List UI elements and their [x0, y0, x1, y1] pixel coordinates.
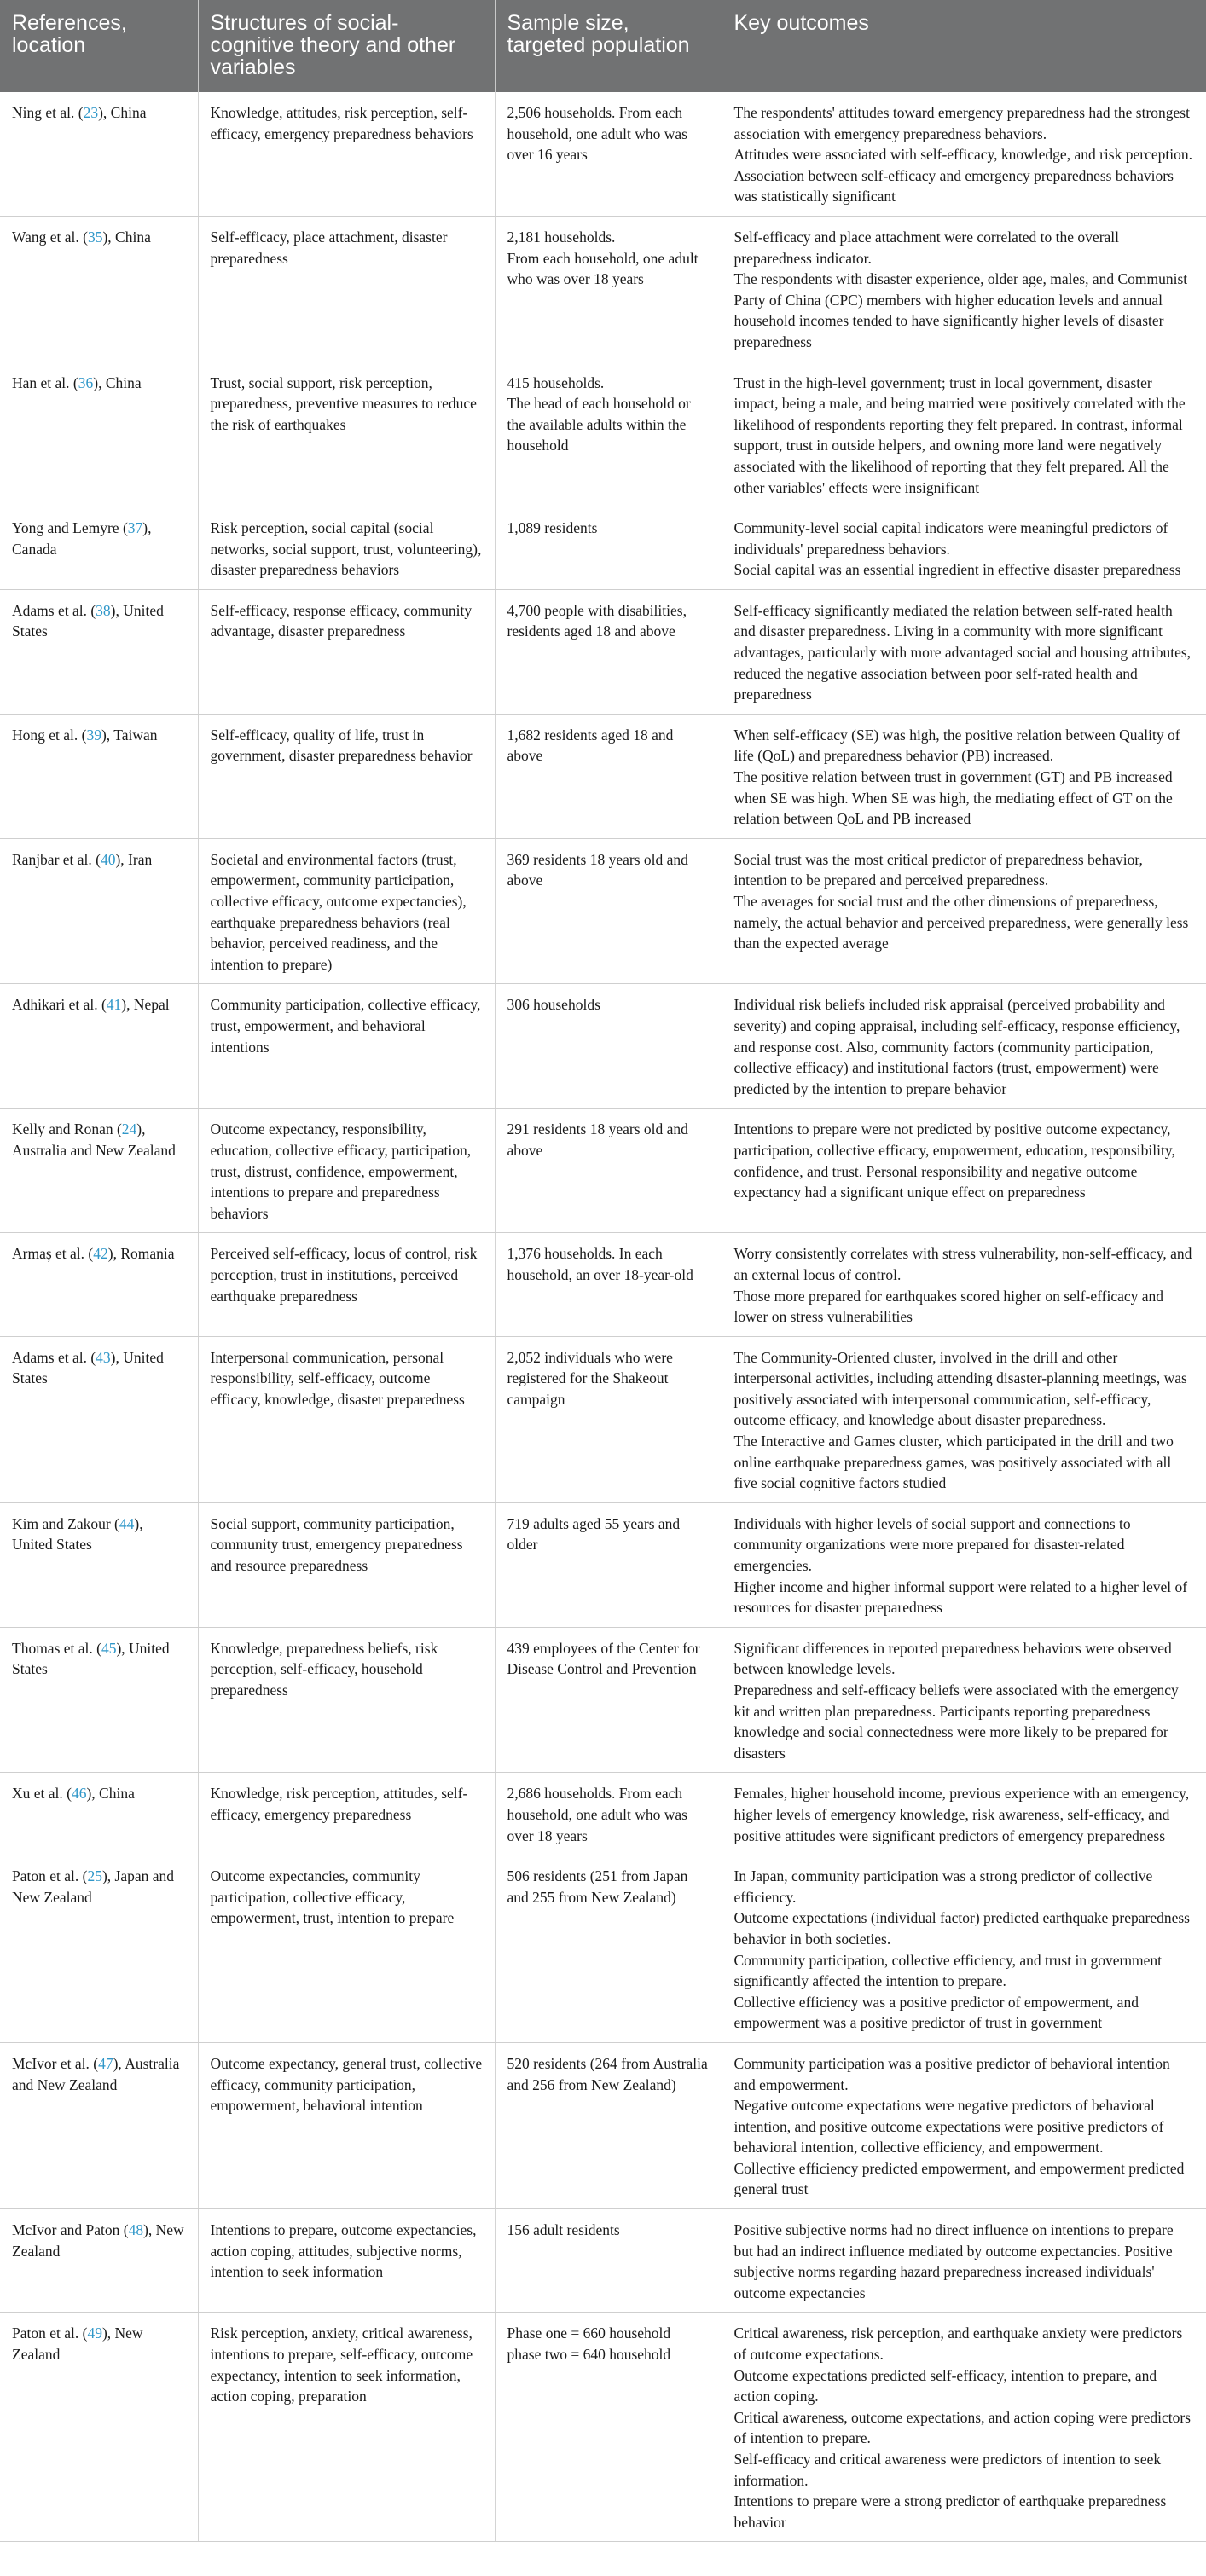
reference-author: Yong and Lemyre (	[12, 519, 128, 537]
table-row	[0, 2209, 1206, 2313]
outcome-paragraph: Negative outcome expectations were negative predictors of behavioral intention, and positive outcome expectations were positive predictors of behavioral intention, collective efficiency, and empowerment.	[733, 2097, 1164, 2156]
outcomes-cell	[722, 362, 1206, 507]
reference-location: ), United States	[12, 601, 164, 640]
table-row	[0, 1855, 1206, 2043]
reference-author: Adams et al. (	[12, 601, 96, 619]
table-row	[0, 1336, 1206, 1502]
reference-location: ), Taiwan	[101, 726, 158, 744]
reference-cell	[0, 362, 198, 507]
reference-cell	[0, 589, 198, 714]
reference-cell	[0, 1773, 198, 1855]
reference-author: Armaș et al. (	[12, 1245, 94, 1263]
reference-cell	[0, 984, 198, 1109]
citation-link[interactable]: 36	[78, 373, 94, 391]
sample-line: 506 residents (251 from Japan and 255 from New Zealand)	[507, 1867, 688, 1906]
sample-line: 439 employees of the Center for Disease Control and Prevention	[507, 1639, 700, 1678]
sample-line: 291 residents 18 years old and above	[507, 1120, 688, 1159]
table-row	[0, 1627, 1206, 1773]
sample-cell	[495, 2313, 722, 2542]
sample-cell	[495, 589, 722, 714]
outcome-paragraph: Community participation, collective efficiency, and trust in government significantly affected the intention to prepare.	[733, 1951, 1163, 1990]
outcomes-cell	[722, 2313, 1206, 2542]
citation-link[interactable]: 25	[87, 1867, 102, 1885]
outcome-paragraph: Social capital was an essential ingredient in effective disaster preparedness	[733, 561, 1181, 579]
outcome-paragraph: Critical awareness, outcome expectations, and action coping were predictors of intention to prepare.	[733, 2408, 1191, 2447]
structures-cell: Outcome expectancies, community participation, collective efficacy, empowerment, trust, intention to prepare	[198, 1855, 495, 2043]
table-body	[0, 92, 1206, 2542]
reference-author: Adams et al. (	[12, 1348, 96, 1366]
structures-cell: Knowledge, preparedness beliefs, risk perception, self-efficacy, household preparedness	[198, 1627, 495, 1773]
sample-line: The head of each household or the available adults within the household	[507, 395, 691, 454]
outcome-paragraph: Positive subjective norms had no direct influence on intentions to prepare but had an indirect influence mediated by outcome expectancies. Positive subjective norms regarding hazard preparedness increased individuals' outcome expectancies	[733, 2221, 1174, 2301]
structures-cell: Outcome expectancy, responsibility, education, collective efficacy, participation, trust, distrust, confidence, empowerment, intentions to prepare and preparedness behaviors	[198, 1109, 495, 1233]
outcome-paragraph: Preparedness and self-efficacy beliefs were associated with the emergency kit and written plan preparedness. Participants reporting preparedness knowledge and social connectedness were more likely to be prepared for disasters	[733, 1682, 1179, 1762]
citation-link[interactable]: 24	[121, 1120, 137, 1138]
table-row	[0, 984, 1206, 1109]
structures-cell: Community participation, collective efficacy, trust, empowerment, and behavioral intentions	[198, 984, 495, 1109]
reference-cell	[0, 838, 198, 984]
sample-cell	[495, 984, 722, 1109]
citation-link[interactable]: 44	[119, 1514, 135, 1532]
sample-line: 1,376 households. In each household, an over 18-year-old	[507, 1245, 693, 1283]
outcome-paragraph: Trust in the high-level government; trust in local government, disaster impact, being a male, and being married were positively correlated with the likelihood of respondents reporting they felt prepared. In contrast, informal support, trust in outside helpers, and owning more land were negatively associated with the likelihood of reporting that they felt prepared. All the other variables' effects were insignificant	[733, 373, 1186, 496]
sample-line: 520 residents (264 from Australia and 256 from New Zealand)	[507, 2054, 708, 2093]
table-row	[0, 838, 1206, 984]
outcome-paragraph: Collective efficiency was a positive predictor of empowerment, and empowerment was a positive predictor of trust in government	[733, 1993, 1139, 2032]
outcome-paragraph: The Community-Oriented cluster, involved in the drill and other interpersonal activities, including attending disaster-planning meetings, was positively associated with interpersonal communication, self-efficacy, outcome efficacy, and knowledge about disaster preparedness.	[733, 1348, 1187, 1429]
structures-cell: Outcome expectancy, general trust, collective efficacy, community participation, empowerment, behavioral intention	[198, 2042, 495, 2208]
outcomes-cell	[722, 714, 1206, 838]
sample-cell	[495, 1855, 722, 2043]
reference-location: ), Australia and New Zealand	[12, 1120, 176, 1159]
outcomes-cell	[722, 1233, 1206, 1336]
citation-link[interactable]: 38	[96, 601, 111, 619]
citation-link[interactable]: 41	[106, 996, 122, 1014]
outcome-paragraph: Collective efficiency predicted empowerment, and empowerment predicted general trust	[733, 2159, 1185, 2198]
header-structures: Structures of social-cognitive theory and other variables	[198, 0, 495, 92]
sample-cell	[495, 714, 722, 838]
reference-location: ), China	[98, 104, 147, 121]
reference-location: ), New Zealand	[12, 2221, 184, 2260]
outcome-paragraph: Higher income and higher informal support were related to a higher level of resources for disaster preparedness	[733, 1577, 1188, 1617]
table-row	[0, 589, 1206, 714]
citation-link[interactable]: 40	[100, 850, 116, 868]
outcome-paragraph: When self-efficacy (SE) was high, the positive relation between Quality of life (QoL) and preparedness behavior (PB) increased.	[733, 726, 1180, 765]
reference-author: Xu et al. (	[12, 1785, 72, 1803]
structures-cell: Self-efficacy, place attachment, disaster preparedness	[198, 216, 495, 362]
reference-cell	[0, 2042, 198, 2208]
sample-cell	[495, 1233, 722, 1336]
reference-cell	[0, 1502, 198, 1627]
reference-author: Hong et al. (	[12, 726, 87, 744]
citation-link[interactable]: 46	[71, 1785, 87, 1803]
outcome-paragraph: Outcome expectations predicted self-efficacy, intention to prepare, and action coping.	[733, 2366, 1157, 2405]
outcomes-cell	[722, 2209, 1206, 2313]
reference-cell	[0, 1627, 198, 1773]
structures-cell: Self-efficacy, quality of life, trust in government, disaster preparedness behavior	[198, 714, 495, 838]
reference-cell	[0, 216, 198, 362]
outcomes-cell	[722, 1336, 1206, 1502]
outcome-paragraph: Self-efficacy and critical awareness were predictors of intention to seek information.	[733, 2451, 1162, 2489]
reference-location: ), United States	[12, 1348, 164, 1387]
citation-link[interactable]: 35	[87, 228, 103, 246]
reference-author: McIvor et al. (	[12, 2054, 99, 2072]
sample-cell	[495, 1336, 722, 1502]
outcomes-cell	[722, 984, 1206, 1109]
outcomes-cell	[722, 838, 1206, 984]
structures-cell: Risk perception, anxiety, critical awareness, intentions to prepare, self-efficacy, outcome expectancy, intention to seek information, action coping, preparation	[198, 2313, 495, 2542]
citation-link[interactable]: 45	[101, 1639, 117, 1657]
reference-location: ), Iran	[115, 850, 153, 868]
outcomes-cell	[722, 216, 1206, 362]
sample-line: Phase one = 660 household	[507, 2324, 671, 2342]
reference-author: Wang et al. (	[12, 228, 88, 246]
sample-line: 2,181 households.	[507, 228, 616, 246]
reference-cell	[0, 1336, 198, 1502]
reference-author: Paton et al. (	[12, 1867, 88, 1885]
sample-line: From each household, one adult who was over 18 years	[507, 249, 699, 288]
outcome-paragraph: Individual risk beliefs included risk appraisal (perceived probability and severity) and coping appraisal, including self-efficacy, response efficiency, and response cost. Also, community factors (community participation, collective efficacy) and institutional factors (trust, empowerment) were predicted by the intention to prepare behavior	[733, 996, 1180, 1097]
table-header	[0, 0, 1206, 92]
table-row	[0, 92, 1206, 216]
reference-author: Thomas et al. (	[12, 1639, 101, 1657]
sample-cell	[495, 1109, 722, 1233]
table-row	[0, 1109, 1206, 1233]
outcome-paragraph: Association between self-efficacy and emergency preparedness behaviors was statistically significant	[733, 166, 1174, 206]
sample-line: 156 adult residents	[507, 2221, 620, 2239]
sample-cell	[495, 1773, 722, 1855]
reference-location: ), China	[93, 373, 142, 391]
citation-link[interactable]: 48	[128, 2221, 144, 2239]
header-outcomes: Key outcomes	[722, 0, 1206, 92]
outcomes-cell	[722, 1855, 1206, 2043]
outcomes-cell	[722, 1773, 1206, 1855]
reference-author: Adhikari et al. (	[12, 996, 107, 1014]
outcome-paragraph: The respondents with disaster experience, older age, males, and Communist Party of China (CPC) members with higher education levels and annual household incomes tended to have significantly higher levels of disaster preparedness	[733, 270, 1188, 350]
outcome-paragraph: Individuals with higher levels of social support and connections to community organizations were more prepared for disaster-related emergencies.	[733, 1514, 1131, 1575]
sample-line: 369 residents 18 years old and above	[507, 850, 688, 889]
sample-line: 2,506 households. From each household, one adult who was over 16 years	[507, 104, 687, 164]
outcome-paragraph: Community participation was a positive predictor of behavioral intention and empowerment.	[733, 2054, 1170, 2093]
structures-cell: Social support, community participation, community trust, emergency preparedness and resource preparedness	[198, 1502, 495, 1627]
outcomes-cell	[722, 1502, 1206, 1627]
outcome-paragraph: Community-level social capital indicators were meaningful predictors of individuals' preparedness behaviors.	[733, 519, 1168, 558]
reference-author: Ning et al. (	[12, 104, 84, 121]
reference-cell	[0, 714, 198, 838]
structures-cell: Trust, social support, risk perception, preparedness, preventive measures to reduce the risk of earthquakes	[198, 362, 495, 507]
sample-line: 1,089 residents	[507, 519, 598, 537]
reference-cell	[0, 92, 198, 216]
outcome-paragraph: The positive relation between trust in government (GT) and PB increased when SE was high. When SE was high, the mediating effect of GT on the relation between QoL and PB increased	[733, 768, 1173, 828]
header-row	[0, 0, 1206, 92]
citation-link[interactable]: 47	[98, 2054, 113, 2072]
table-row	[0, 1773, 1206, 1855]
outcome-paragraph: Those more prepared for earthquakes scored higher on self-efficacy and lower on stress vulnerabilities	[733, 1287, 1164, 1326]
citation-link[interactable]: 42	[93, 1245, 108, 1263]
reference-location: ), Romania	[107, 1245, 175, 1263]
reference-location: ), Australia and New Zealand	[12, 2054, 180, 2093]
reference-location: ), United States	[12, 1639, 170, 1678]
reference-location: ), Japan and New Zealand	[12, 1867, 175, 1906]
table-row	[0, 2313, 1206, 2542]
outcome-paragraph: Social trust was the most critical predictor of preparedness behavior, intention to be prepared and perceived preparedness.	[733, 850, 1143, 889]
structures-cell: Societal and environmental factors (trust, empowerment, community participation, collective efficacy, outcome expectancies), earthquake preparedness behaviors (real behavior, perceived readiness, and the intention to prepare)	[198, 838, 495, 984]
outcome-paragraph: Attitudes were associated with self-efficacy, knowledge, and risk perception.	[733, 146, 1192, 164]
reference-cell	[0, 2313, 198, 2542]
outcome-paragraph: Self-efficacy significantly mediated the relation between self-rated health and disaster preparedness. Living in a community with more significant advantages, particularly with more advantaged social and housing attributes, reduced the negative association between poor self-rated health and preparedness	[733, 601, 1192, 703]
table-row	[0, 216, 1206, 362]
citation-link[interactable]: 23	[83, 104, 99, 121]
reference-cell	[0, 1109, 198, 1233]
reference-location: ), United States	[12, 1514, 143, 1554]
outcomes-cell	[722, 1627, 1206, 1773]
reference-author: Ranjbar et al. (	[12, 850, 101, 868]
outcome-paragraph: Intentions to prepare were not predicted by positive outcome expectancy, participation, collective efficacy, empowerment, education, responsibility, confidence, and trust. Personal responsibility and negative outcome expectancy had a significant unique effect on preparedness	[733, 1120, 1175, 1201]
sample-line: 2,052 individuals who were registered for the Shakeout campaign	[507, 1348, 673, 1408]
header-sample: Sample size, targeted population	[495, 0, 722, 92]
structures-cell: Perceived self-efficacy, locus of control, risk perception, trust in institutions, perceived earthquake preparedness	[198, 1233, 495, 1336]
sample-cell	[495, 2209, 722, 2313]
outcome-paragraph: Worry consistently correlates with stress vulnerability, non-self-efficacy, and an external locus of control.	[733, 1245, 1192, 1283]
reference-location: ), New Zealand	[12, 2324, 143, 2364]
table-row	[0, 2042, 1206, 2208]
table-row	[0, 1502, 1206, 1627]
sample-cell	[495, 92, 722, 216]
reference-cell	[0, 2209, 198, 2313]
sample-line: 4,700 people with disabilities, residents aged 18 and above	[507, 601, 687, 640]
sample-cell	[495, 507, 722, 590]
reference-location: ), China	[86, 1785, 135, 1803]
structures-cell: Self-efficacy, response efficacy, community advantage, disaster preparedness	[198, 589, 495, 714]
outcome-paragraph: Self-efficacy and place attachment were correlated to the overall preparedness indicator.	[733, 228, 1120, 267]
reference-location: ), Canada	[12, 519, 152, 558]
reference-author: Kelly and Ronan (	[12, 1120, 122, 1138]
citation-link[interactable]: 37	[127, 519, 143, 537]
reference-author: Kim and Zakour (	[12, 1514, 119, 1532]
outcome-paragraph: Significant differences in reported preparedness behaviors were observed between knowledge levels.	[733, 1639, 1172, 1678]
header-references: References, location	[0, 0, 198, 92]
reference-location: ), China	[102, 228, 151, 246]
table-row	[0, 714, 1206, 838]
outcomes-cell	[722, 2042, 1206, 2208]
reference-author: McIvor and Paton (	[12, 2221, 129, 2239]
sample-cell	[495, 1627, 722, 1773]
reference-cell	[0, 1855, 198, 2043]
sample-line: 719 adults aged 55 years and older	[507, 1514, 681, 1554]
outcome-paragraph: Critical awareness, risk perception, and earthquake anxiety were predictors of outcome expectations.	[733, 2324, 1183, 2364]
outcomes-cell	[722, 1109, 1206, 1233]
citation-link[interactable]: 43	[96, 1348, 111, 1366]
outcome-paragraph: The averages for social trust and the other dimensions of preparedness, namely, the actual behavior and perceived preparedness, were generally less than the expected average	[733, 893, 1189, 952]
table-row	[0, 507, 1206, 590]
sample-cell	[495, 2042, 722, 2208]
sample-line: 1,682 residents aged 18 and above	[507, 726, 674, 765]
structures-cell: Intentions to prepare, outcome expectancies, action coping, attitudes, subjective norms, intention to seek information	[198, 2209, 495, 2313]
reference-location: ), Nepal	[121, 996, 170, 1014]
reference-author: Han et al. (	[12, 373, 78, 391]
reference-cell	[0, 507, 198, 590]
outcomes-cell	[722, 92, 1206, 216]
outcome-paragraph: Females, higher household income, previous experience with an emergency, higher levels of emergency knowledge, risk awareness, self-efficacy, and positive attitudes were significant predictors of emergency preparedness	[733, 1785, 1190, 1844]
structures-cell: Risk perception, social capital (social networks, social support, trust, volunteering), disaster preparedness behaviors	[198, 507, 495, 590]
citation-link[interactable]: 49	[87, 2324, 102, 2342]
table-row	[0, 1233, 1206, 1336]
structures-cell: Knowledge, attitudes, risk perception, self-efficacy, emergency preparedness behaviors	[198, 92, 495, 216]
outcomes-cell	[722, 589, 1206, 714]
table-row	[0, 362, 1206, 507]
outcomes-cell	[722, 507, 1206, 590]
structures-cell: Knowledge, risk perception, attitudes, self- efficacy, emergency preparedness	[198, 1773, 495, 1855]
outcome-paragraph: The Interactive and Games cluster, which participated in the drill and two online earthquake preparedness games, was positively associated with all five social cognitive factors studied	[733, 1433, 1174, 1492]
citation-link[interactable]: 39	[86, 726, 101, 744]
sample-line: 415 households.	[507, 373, 605, 391]
outcome-paragraph: Outcome expectations (individual factor) predicted earthquake preparedness behavior in both societies.	[733, 1909, 1190, 1948]
reference-author: Paton et al. (	[12, 2324, 88, 2342]
structures-cell: Interpersonal communication, personal responsibility, self-efficacy, outcome efficacy, knowledge, disaster preparedness	[198, 1336, 495, 1502]
sample-line: 306 households	[507, 996, 600, 1014]
sample-cell	[495, 838, 722, 984]
outcome-paragraph: The respondents' attitudes toward emergency preparedness had the strongest association with emergency preparedness behaviors.	[733, 104, 1190, 142]
outcome-paragraph: In Japan, community participation was a strong predictor of collective efficiency.	[733, 1867, 1153, 1906]
sample-cell	[495, 216, 722, 362]
sample-cell	[495, 1502, 722, 1627]
sample-cell	[495, 362, 722, 507]
sample-line: 2,686 households. From each household, one adult who was over 18 years	[507, 1785, 687, 1844]
sample-line: phase two = 640 household	[507, 2346, 671, 2364]
outcome-paragraph: Intentions to prepare were a strong predictor of earthquake preparedness behavior	[733, 2492, 1167, 2531]
reference-cell	[0, 1233, 198, 1336]
